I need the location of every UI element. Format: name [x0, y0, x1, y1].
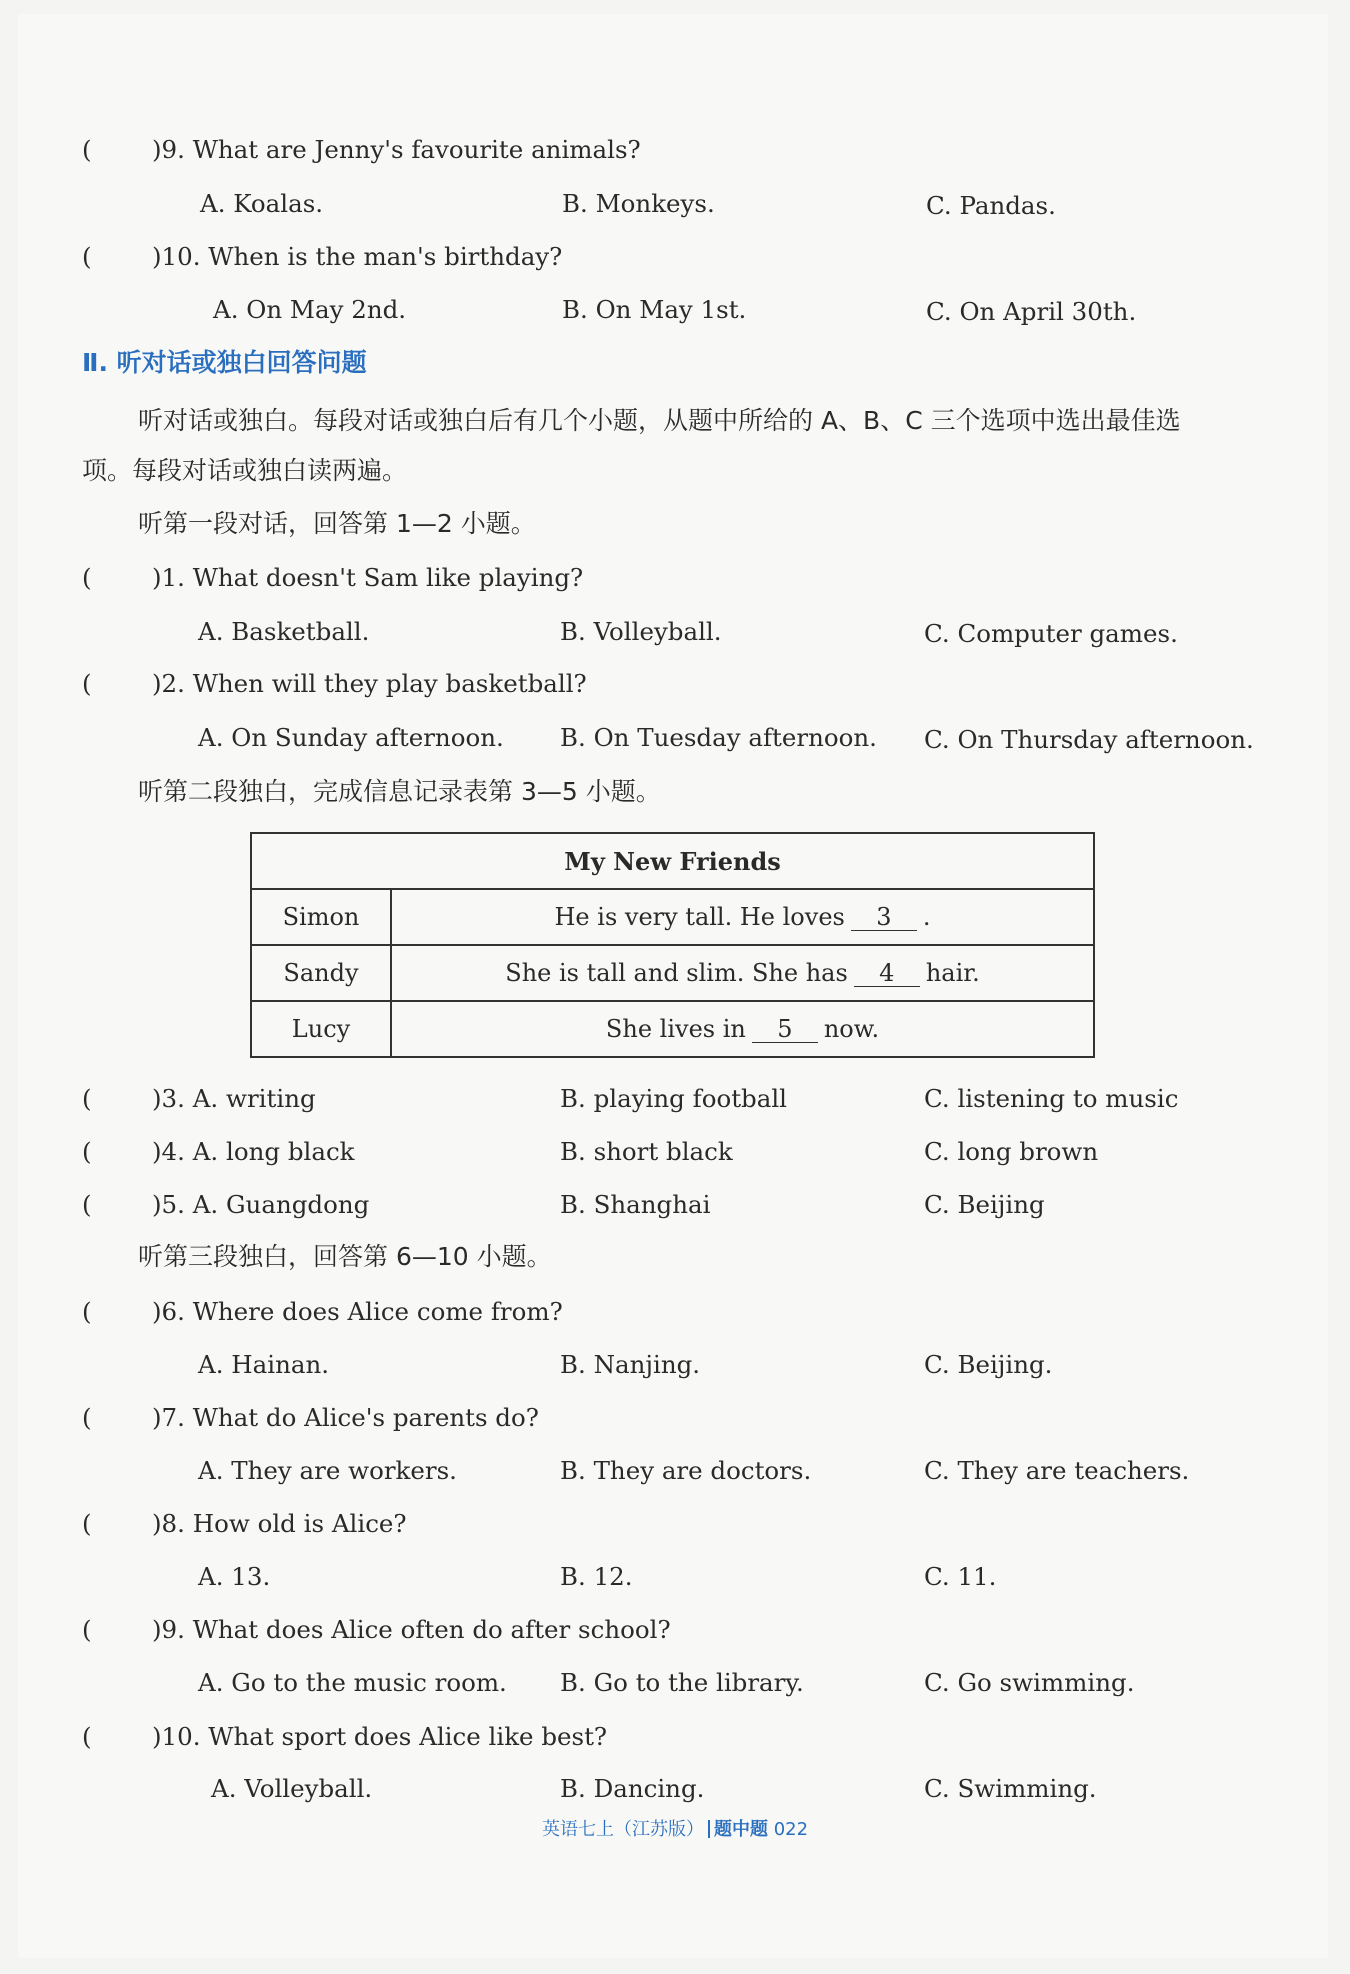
option-b: B. On Tuesday afternoon.	[560, 723, 877, 752]
instructions-line-1: 听对话或独白。每段对话或独白后有几个小题，从题中所给的 A、B、C 三个选项中选出最佳选	[138, 406, 1181, 435]
friend-name: Sandy	[251, 945, 391, 1001]
option-a: A. On May 2nd.	[213, 295, 407, 324]
option-b: B. short black	[560, 1137, 733, 1166]
option-c: C. They are teachers.	[924, 1456, 1190, 1485]
option-c: C. On Thursday afternoon.	[924, 725, 1254, 754]
option-b: B. Monkeys.	[562, 189, 715, 218]
option-a: A. 13.	[198, 1562, 271, 1591]
answer-paren: (	[82, 1509, 92, 1538]
question-text: )1. What doesn't Sam like playing?	[152, 563, 584, 592]
info-text: hair.	[925, 958, 980, 987]
question-text: )2. When will they play basketball?	[152, 669, 587, 698]
answer-paren: (	[82, 1084, 92, 1113]
answer-paren: (	[82, 1615, 92, 1644]
option-c: C. Beijing.	[924, 1350, 1053, 1379]
answer-blank: 3	[851, 905, 917, 931]
option-a: A. Hainan.	[198, 1350, 330, 1379]
answer-paren: (	[82, 563, 92, 592]
answer-paren: (	[82, 1190, 92, 1219]
footer-divider	[708, 1820, 710, 1838]
option-c: C. On April 30th.	[926, 297, 1137, 326]
friend-info	[391, 889, 1094, 945]
instructions-line-2: 项。每段对话或独白读两遍。	[82, 456, 408, 485]
page-number: 022	[773, 1819, 809, 1840]
part-instruction: 听第一段对话，回答第 1—2 小题。	[138, 509, 536, 538]
page-footer	[0, 1820, 1350, 1839]
option-b: B. They are doctors.	[560, 1456, 812, 1485]
question-text: )10. When is the man's birthday?	[152, 242, 563, 271]
question-text: )9. What are Jenny's favourite animals?	[152, 135, 641, 164]
friend-name: Lucy	[251, 1001, 391, 1057]
friend-name: Simon	[251, 889, 391, 945]
answer-paren: (	[82, 135, 92, 164]
book-title: 英语七上（江苏版）	[541, 1819, 704, 1840]
option-a: A. On Sunday afternoon.	[198, 723, 504, 752]
option-a: A. Koalas.	[200, 189, 324, 218]
option-c: C. Pandas.	[926, 191, 1056, 220]
option-b: B. playing football	[560, 1084, 788, 1113]
friend-info	[391, 945, 1094, 1001]
answer-paren: (	[82, 1722, 92, 1751]
option-c: C. Computer games.	[924, 619, 1178, 648]
question-option-a: )5. A. Guangdong	[152, 1190, 370, 1219]
option-b: B. Go to the library.	[560, 1668, 804, 1697]
part-instruction: 听第三段独白，回答第 6—10 小题。	[138, 1242, 552, 1271]
question-text: )6. Where does Alice come from?	[152, 1297, 563, 1326]
option-c: C. listening to music	[924, 1084, 1179, 1113]
question-text: )10. What sport does Alice like best?	[152, 1722, 608, 1751]
option-b: B. 12.	[560, 1562, 633, 1591]
part-instruction: 听第二段独白，完成信息记录表第 3—5 小题。	[138, 777, 661, 806]
option-c: C. long brown	[924, 1137, 1099, 1166]
info-text: She lives in	[605, 1014, 746, 1043]
question-option-a: )4. A. long black	[152, 1137, 355, 1166]
info-text: now.	[823, 1014, 880, 1043]
option-c: C. Beijing	[924, 1190, 1045, 1219]
info-text: He is very tall. He loves	[554, 902, 845, 931]
option-b: B. Dancing.	[560, 1774, 705, 1803]
table-title: My New Friends	[251, 833, 1094, 889]
question-text: )7. What do Alice's parents do?	[152, 1403, 539, 1432]
friend-info	[391, 1001, 1094, 1057]
option-a: A. They are workers.	[198, 1456, 457, 1485]
option-c: C. Go swimming.	[924, 1668, 1135, 1697]
option-b: B. Nanjing.	[560, 1350, 701, 1379]
question-text: )9. What does Alice often do after school?	[152, 1615, 671, 1644]
question-text: )8. How old is Alice?	[152, 1509, 407, 1538]
answer-paren: (	[82, 242, 92, 271]
info-text: .	[922, 902, 931, 931]
option-a: A. Volleyball.	[211, 1774, 373, 1803]
option-b: B. On May 1st.	[562, 295, 747, 324]
option-a: A. Basketball.	[198, 617, 370, 646]
answer-blank: 5	[752, 1017, 818, 1043]
option-c: C. Swimming.	[924, 1774, 1097, 1803]
table-row	[251, 889, 1094, 945]
series-brand: 题中题	[713, 1819, 768, 1840]
info-text: She is tall and slim. She has	[505, 958, 848, 987]
option-c: C. 11.	[924, 1562, 997, 1591]
answer-paren: (	[82, 669, 92, 698]
option-a: A. Go to the music room.	[198, 1668, 507, 1697]
table-row	[251, 945, 1094, 1001]
answer-blank: 4	[854, 961, 920, 987]
option-b: B. Shanghai	[560, 1190, 711, 1219]
answer-paren: (	[82, 1137, 92, 1166]
info-table	[250, 832, 1095, 1058]
answer-paren: (	[82, 1403, 92, 1432]
option-b: B. Volleyball.	[560, 617, 722, 646]
section-title: Ⅱ. 听对话或独白回答问题	[82, 348, 367, 377]
answer-paren: (	[82, 1297, 92, 1326]
table-row	[251, 1001, 1094, 1057]
question-option-a: )3. A. writing	[152, 1084, 316, 1113]
